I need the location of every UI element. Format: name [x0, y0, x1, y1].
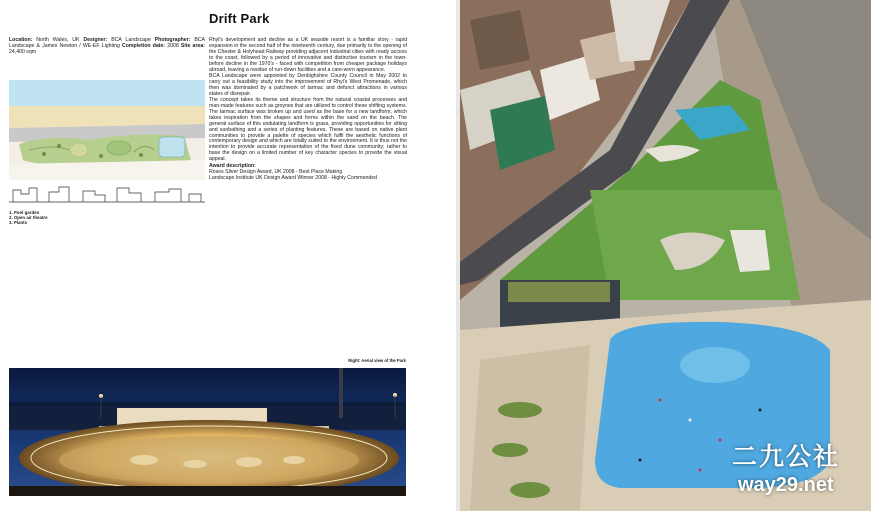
site-plan-svg: [9, 80, 205, 180]
watermark-url: way29.net: [738, 474, 834, 496]
location-value: North Wales, UK: [36, 37, 80, 43]
site-plan-drawing: [9, 80, 205, 180]
site-area-value: 24,400 sqm: [9, 48, 37, 55]
location-label: Location:: [9, 37, 33, 43]
award-item: Landscape Institute UK Design Award Winner 2008 - Highly Commended: [209, 175, 378, 182]
photographer-label: Photographer:: [154, 37, 191, 43]
night-photo-svg: [9, 368, 406, 496]
photographer-value: BCA Landscape & James Newton / WE-EF Lighting: [9, 37, 205, 49]
completion-label: Completion date:: [122, 42, 166, 49]
body-paragraph: Rhyl's development and decline as a UK seaside resort is a familiar story - rapid expansion in the second half of the nineteenth century, due primarily to the opening of the Chester & Holyhead Railway providing adjacent industrial cities with ready access to the coast, followed by a period of innovative and distinctive tourism in the town-before decline in the 1970's - faced with competition from cheaper package holidays abroad, leaving a residue of run-down facilities and a care-worn appearance.: [209, 37, 407, 73]
aerial-photo-svg: [460, 0, 871, 511]
designer-label: Designer:: [83, 37, 108, 43]
body-paragraph: The concept takes its theme and structure from the natural coastal processes and man-made features such as groynes that are utilized to control these shifting systems. The tarmac surface was broken up and used as the base for a new landform, which takes inspiration from the shapes and forms within the sand on the beach. The general surface of this undulating landform is grass, providing opportunities for sitting and sunbathing and a series of planting features. These are based on native plant communities to provide a palette of species which fulfil the aesthetic functions of contemporary design and which are totally suited to the environment. It is thus not the intention to provide accurate representation of the fixed dune community; rather to base the design on a limited number of key character species to provide the visual appeal.: [209, 97, 407, 163]
designer-value: BCA Landscape: [111, 37, 151, 43]
night-photo: [9, 368, 406, 496]
legend-item: 1. Pool garden: [9, 210, 40, 215]
award-item: Roses Silver Design Award, UK 2008 - Best Place Making: [209, 168, 343, 175]
plan-legend: [9, 210, 48, 225]
photo-caption: Right: Aerial view of the Park: [348, 358, 406, 363]
site-section-drawing: [9, 182, 205, 204]
page-title: Drift Park: [209, 11, 270, 26]
legend-item: 2. Open air theatre: [9, 215, 48, 221]
body-text: [209, 38, 407, 183]
body-paragraph: BCA Landscape were appointed by Denbighshire County Council in May 2002 to carry out a feasibility study into the improvement of Rhyl's West Promenade, which then was dominated by a patchwork of tarmac and defunct attractions in various states of disrepair.: [209, 72, 407, 97]
site-area-label: Site area:: [180, 42, 205, 49]
site-section-svg: [9, 182, 205, 204]
aerial-photo: [460, 0, 871, 511]
completion-value: 2008: [167, 42, 179, 49]
project-meta: [9, 38, 205, 56]
legend-item: 3. Plants: [9, 220, 28, 226]
watermark-chinese: 二九公社: [732, 443, 841, 471]
award-heading: Award description:: [209, 162, 256, 169]
